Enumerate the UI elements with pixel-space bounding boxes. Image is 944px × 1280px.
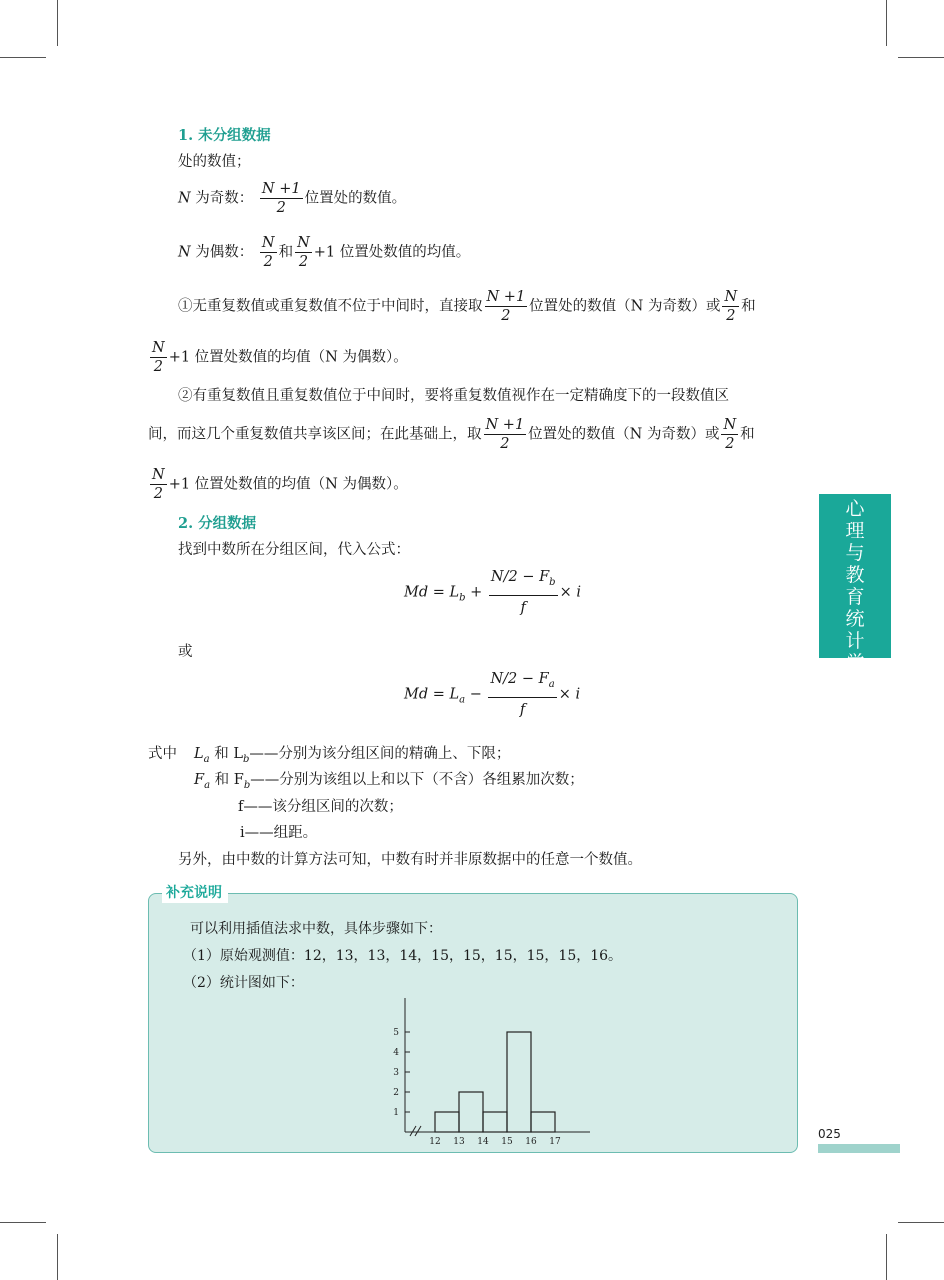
where-label: 式中 (148, 746, 177, 762)
fraction (721, 416, 738, 453)
paragraph-2: ②有重复数值且重复数值位于中间时，要将重复数值视作在一定精确度下的一段数值区 (178, 388, 729, 404)
y-tick-label: 1 (393, 1108, 399, 1118)
histogram-bar (531, 1112, 555, 1132)
def-and: 和 L (209, 746, 243, 762)
supplement-line: 可以利用插值法求中数，具体步骤如下： (190, 921, 442, 937)
and-text: 和 (741, 298, 756, 315)
crop-mark (898, 1222, 944, 1223)
crop-mark (0, 57, 46, 58)
x-tick-label: 14 (477, 1137, 489, 1147)
definition-frequency: f——该分组区间的次数； (238, 799, 403, 815)
closing-paragraph: 另外，由中数的计算方法可知，中数有时并非原数据中的任意一个数值。 (178, 852, 642, 868)
formula-numerator (489, 565, 558, 596)
fraction-denominator: 2 (298, 254, 309, 270)
definition-interval: i——组距。 (240, 825, 318, 841)
side-tab-char: 理 (845, 520, 865, 542)
formula-fraction (489, 565, 558, 620)
y-tick-label: 4 (393, 1048, 399, 1058)
side-tab-char: 教 (845, 564, 865, 586)
formula-subscript: b (459, 592, 466, 604)
formula-denominator: f (520, 599, 526, 616)
x-tick-label: 13 (453, 1137, 465, 1147)
fraction (260, 234, 277, 271)
position-text: 位置处的数值。 (304, 190, 407, 207)
def-var: F (194, 772, 205, 788)
formula-lower-limit (404, 565, 581, 620)
formula-denominator: f (519, 701, 526, 718)
para1-text-c: +1 位置处数值的均值（N 为偶数）。 (168, 349, 408, 366)
crop-mark (57, 0, 58, 46)
section-2-title: 2. 分组数据 (178, 515, 257, 532)
fraction-denominator: 2 (726, 308, 736, 324)
supplement-line: （2）统计图如下： (183, 975, 304, 991)
even-case-line (178, 234, 470, 271)
formula-lhs: Md = L (404, 686, 460, 703)
formula-numerator-text: N/2 − F (490, 671, 549, 687)
side-tab-char: 统 (845, 608, 865, 630)
histogram-bar (459, 1092, 483, 1132)
fraction (150, 466, 167, 503)
para1-text-a: ①无重复数值或重复数值不位于中间时，直接取 (178, 298, 483, 315)
def-and: 和 F (210, 772, 244, 788)
para2-text-b: 间，而这几个重复数值共享该区间；在此基础上，取 (148, 426, 482, 443)
fraction-denominator: 2 (501, 308, 511, 324)
variable-n: N (178, 244, 191, 261)
supplement-line: （1）原始观测值：12，13，13，14，15，15，15，15，15，16。 (183, 948, 623, 964)
paragraph: 处的数值； (178, 154, 251, 170)
fraction-numerator: N (724, 289, 738, 305)
formula-numerator-text: N/2 − F (490, 569, 550, 585)
side-tab-char: 与 (845, 542, 865, 564)
fraction (260, 180, 303, 217)
crop-mark (0, 1222, 46, 1223)
formula-numerator-subscript: b (549, 576, 556, 588)
formula-times: × i (558, 686, 581, 703)
x-tick-label: 12 (429, 1137, 441, 1147)
formula-operator: + (465, 584, 487, 601)
fraction-denominator: 2 (263, 254, 273, 270)
fraction-numerator: N (723, 417, 737, 433)
fraction-denominator: 2 (276, 200, 286, 216)
crop-mark (57, 1234, 58, 1280)
y-tick-label: 2 (393, 1088, 399, 1098)
side-tab-char: 育 (845, 586, 865, 608)
formula-subscript: a (459, 694, 466, 706)
y-tick-label: 5 (393, 1028, 399, 1038)
fraction (484, 416, 527, 453)
formula-numerator-subscript: a (548, 678, 555, 690)
fraction-denominator: 2 (725, 436, 735, 452)
y-tick-label: 3 (393, 1068, 399, 1078)
formula-operator: − (465, 686, 487, 703)
def-sub: b (242, 753, 250, 765)
def-sub: a (203, 753, 210, 765)
paragraph-2-cont (148, 416, 755, 453)
odd-label: 为奇数： (190, 190, 254, 207)
crop-mark (886, 1234, 887, 1280)
para2-text-c: 位置处的数值（N 为奇数）或 (528, 426, 720, 443)
fraction-denominator: 2 (500, 436, 510, 452)
para2-text-d: +1 位置处数值的均值（N 为偶数）。 (168, 476, 408, 493)
histogram-bar (507, 1032, 531, 1132)
fraction-numerator: N +1 (485, 417, 525, 433)
fraction (295, 234, 312, 271)
fraction-numerator: N +1 (486, 289, 526, 305)
axis-break-mark (410, 1126, 416, 1136)
def-sub: a (204, 779, 211, 791)
definition-limits (194, 742, 510, 765)
fraction-numerator: N (152, 467, 165, 483)
axis-break-mark (415, 1126, 421, 1136)
section-1-title: 1. 未分组数据 (178, 127, 271, 144)
or-text: 或 (178, 644, 193, 660)
paragraph-1-cont (148, 339, 408, 376)
page-number-bar (818, 1144, 900, 1153)
fraction-numerator: N (261, 235, 275, 251)
side-tab-char: 心 (845, 498, 865, 520)
def-text: ——分别为该组以上和以下（不含）各组累加次数； (250, 772, 584, 788)
fraction (722, 288, 739, 325)
paragraph-2-end (148, 466, 408, 503)
paragraph-1 (178, 288, 756, 325)
mean-text: +1 位置处数值的均值。 (313, 244, 471, 261)
side-tab-char: 计 (845, 630, 865, 652)
histogram-chart (380, 990, 600, 1150)
fraction-denominator: 2 (153, 359, 163, 375)
and-text: 和 (740, 426, 755, 443)
supplement-label: 补充说明 (162, 883, 228, 903)
paragraph: 找到中数所在分组区间，代入公式： (178, 542, 410, 558)
fraction-numerator: N (297, 235, 310, 251)
side-tab-char: 学 (845, 652, 865, 674)
histogram-bar (483, 1112, 507, 1132)
fraction-numerator: N +1 (261, 181, 301, 197)
fraction-numerator: N (152, 340, 165, 356)
fraction (485, 288, 528, 325)
x-tick-label: 17 (549, 1137, 561, 1147)
histogram-bar (435, 1112, 459, 1132)
page-number: 025 (818, 1127, 841, 1141)
def-sub: b (243, 779, 251, 791)
formula-times: × i (559, 584, 581, 601)
formula-lhs: Md = L (404, 584, 460, 601)
x-tick-label: 16 (525, 1137, 537, 1147)
and-text: 和 (278, 244, 294, 261)
definition-cumulative (194, 768, 584, 791)
fraction (150, 339, 167, 376)
def-var: L (194, 746, 204, 762)
crop-mark (886, 0, 887, 46)
even-label: 为偶数： (190, 244, 254, 261)
x-tick-label: 15 (501, 1137, 513, 1147)
formula-upper-limit (404, 667, 580, 722)
def-text: ——分别为该分组区间的精确上、下限； (249, 746, 511, 762)
formula-fraction (488, 667, 556, 722)
odd-case-line (178, 180, 406, 217)
variable-n: N (178, 190, 191, 207)
chapter-side-tab (819, 494, 891, 674)
formula-numerator (488, 667, 556, 698)
crop-mark (898, 57, 944, 58)
fraction-denominator: 2 (153, 486, 163, 502)
para1-text-b: 位置处的数值（N 为奇数）或 (529, 298, 721, 315)
